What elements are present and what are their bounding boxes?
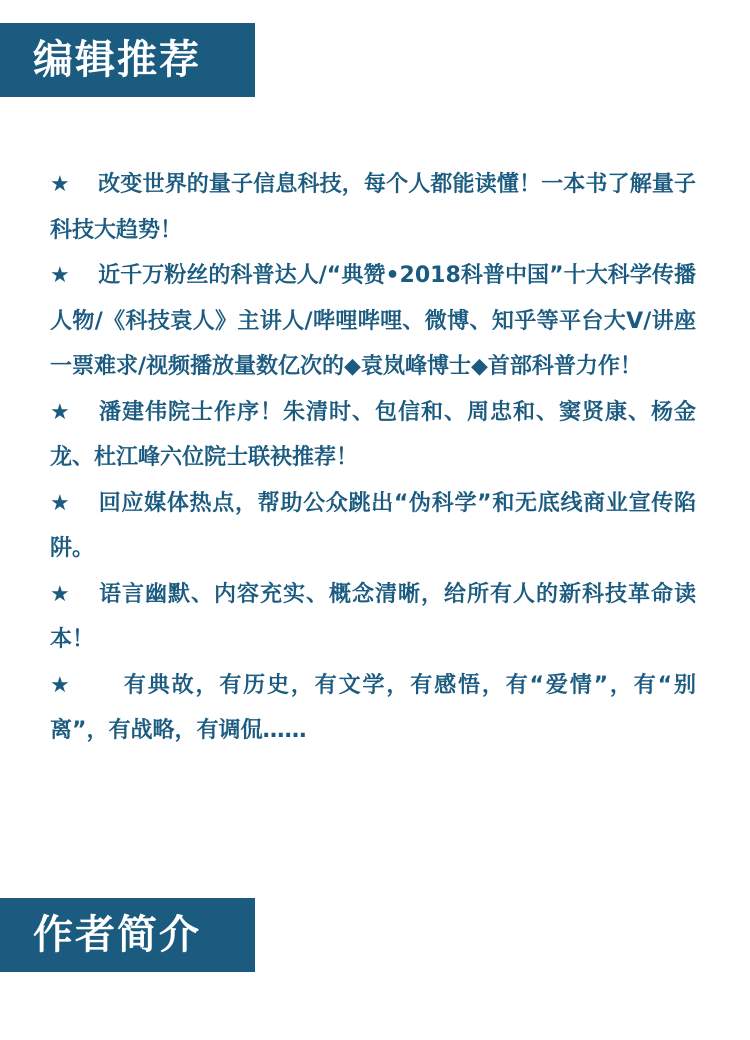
star-icon: ★ <box>50 399 70 425</box>
star-icon: ★ <box>50 581 70 607</box>
list-item-text: 近千万粉丝的科普达人/“典赞•2018科普中国”十大科学传播人物/《科技袁人》主讲人/哔哩哔哩、微博、知乎等平台大V/讲座一票难求/视频播放量数亿次的◆袁岚峰博士◆首部科普力作！ <box>50 263 696 379</box>
list-item <box>50 253 696 390</box>
star-icon: ★ <box>50 672 70 698</box>
list-item-text: 有典故，有历史，有文学，有感悟，有“爱情”，有“别离”，有战略，有调侃…… <box>50 672 696 743</box>
list-item-text: 语言幽默、内容充实、概念清晰，给所有人的新科技革命读本！ <box>50 581 696 652</box>
list-item <box>50 663 696 754</box>
list-item-text: 回应媒体热点，帮助公众跳出“伪科学”和无底线商业宣传陷阱。 <box>50 490 696 561</box>
list-item <box>50 390 696 481</box>
author-intro-heading: 作者简介 <box>0 898 255 972</box>
list-item <box>50 162 696 253</box>
star-icon: ★ <box>50 263 70 288</box>
list-item-text: 潘建伟院士作序！朱清时、包信和、周忠和、窦贤康、杨金龙、杜江峰六位院士联袂推荐！ <box>50 399 696 470</box>
star-icon: ★ <box>50 490 70 516</box>
editor-recommendation-heading: 编辑推荐 <box>0 23 255 97</box>
list-item <box>50 481 696 572</box>
star-icon: ★ <box>50 172 70 197</box>
recommendation-list <box>50 162 696 754</box>
list-item <box>50 572 696 663</box>
list-item-text: 改变世界的量子信息科技，每个人都能读懂！一本书了解量子科技大趋势！ <box>50 172 696 243</box>
